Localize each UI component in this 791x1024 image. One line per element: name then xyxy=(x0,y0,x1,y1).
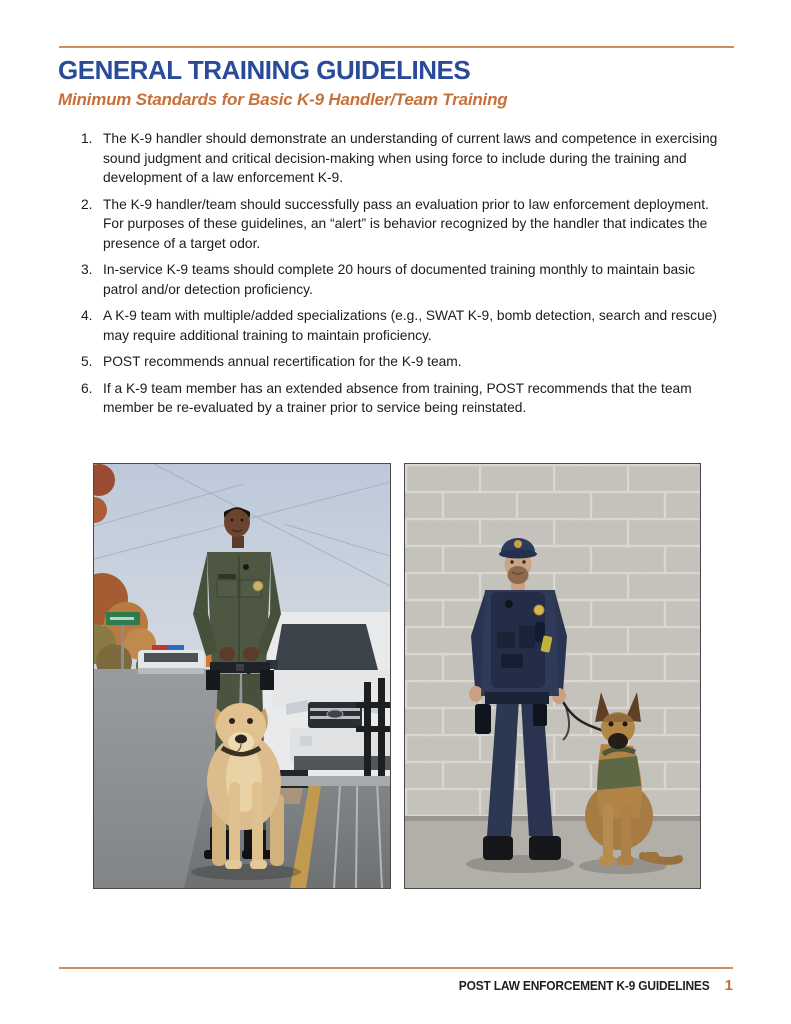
list-item-number: 1. xyxy=(81,131,93,146)
list-item-number: 5. xyxy=(81,354,93,369)
footer-rule xyxy=(59,967,733,969)
list-item xyxy=(81,306,732,345)
list-item-number: 3. xyxy=(81,262,93,277)
list-item xyxy=(81,352,732,372)
k9-handler-wall-photo xyxy=(404,463,701,889)
list-item xyxy=(81,260,732,299)
page-subtitle: Minimum Standards for Basic K-9 Handler/Team Training xyxy=(58,90,508,109)
k9-handler-street-photo xyxy=(93,463,391,889)
list-item-text: A K-9 team with multiple/added specializations (e.g., SWAT K-9, bomb detection, search and rescue) may require additional training to maintain proficiency. xyxy=(103,308,718,343)
top-rule xyxy=(59,46,734,48)
page-title: GENERAL TRAINING GUIDELINES xyxy=(58,55,471,85)
list-item-text: POST recommends annual recertification for the K-9 team. xyxy=(103,354,462,369)
list-item-text: The K-9 handler should demonstrate an understanding of current laws and competence in exercising sound judgment and critical decision-making when using force to include during the training and development of a law enforcement K-9. xyxy=(103,131,718,185)
police-suv xyxy=(260,612,390,788)
footer-title: POST LAW ENFORCEMENT K-9 GUIDELINES xyxy=(458,978,710,993)
list-item xyxy=(81,195,732,254)
page-number: 1 xyxy=(724,977,733,994)
photo-row xyxy=(93,463,701,889)
list-item xyxy=(81,379,732,418)
guidelines-list xyxy=(81,129,732,425)
page-footer xyxy=(59,977,733,994)
list-item-number: 6. xyxy=(81,380,93,396)
list-item xyxy=(81,129,732,188)
list-item-text: In-service K-9 teams should complete 20 hours of documented training monthly to maintain basic patrol and/or detection proficiency. xyxy=(103,262,696,297)
list-item-number: 2. xyxy=(81,196,93,212)
list-item-text: If a K-9 team member has an extended absence from training, POST recommends that the team member be re-evaluated by a trainer prior to service being reinstated. xyxy=(103,380,692,415)
list-item-text: The K-9 handler/team should successfully pass an evaluation prior to law enforcement deployment. For purposes of these guidelines, an “alert” is behavior recognized by the handler that indicates the presence of a target odor. xyxy=(103,196,709,251)
list-item-number: 4. xyxy=(81,308,93,323)
